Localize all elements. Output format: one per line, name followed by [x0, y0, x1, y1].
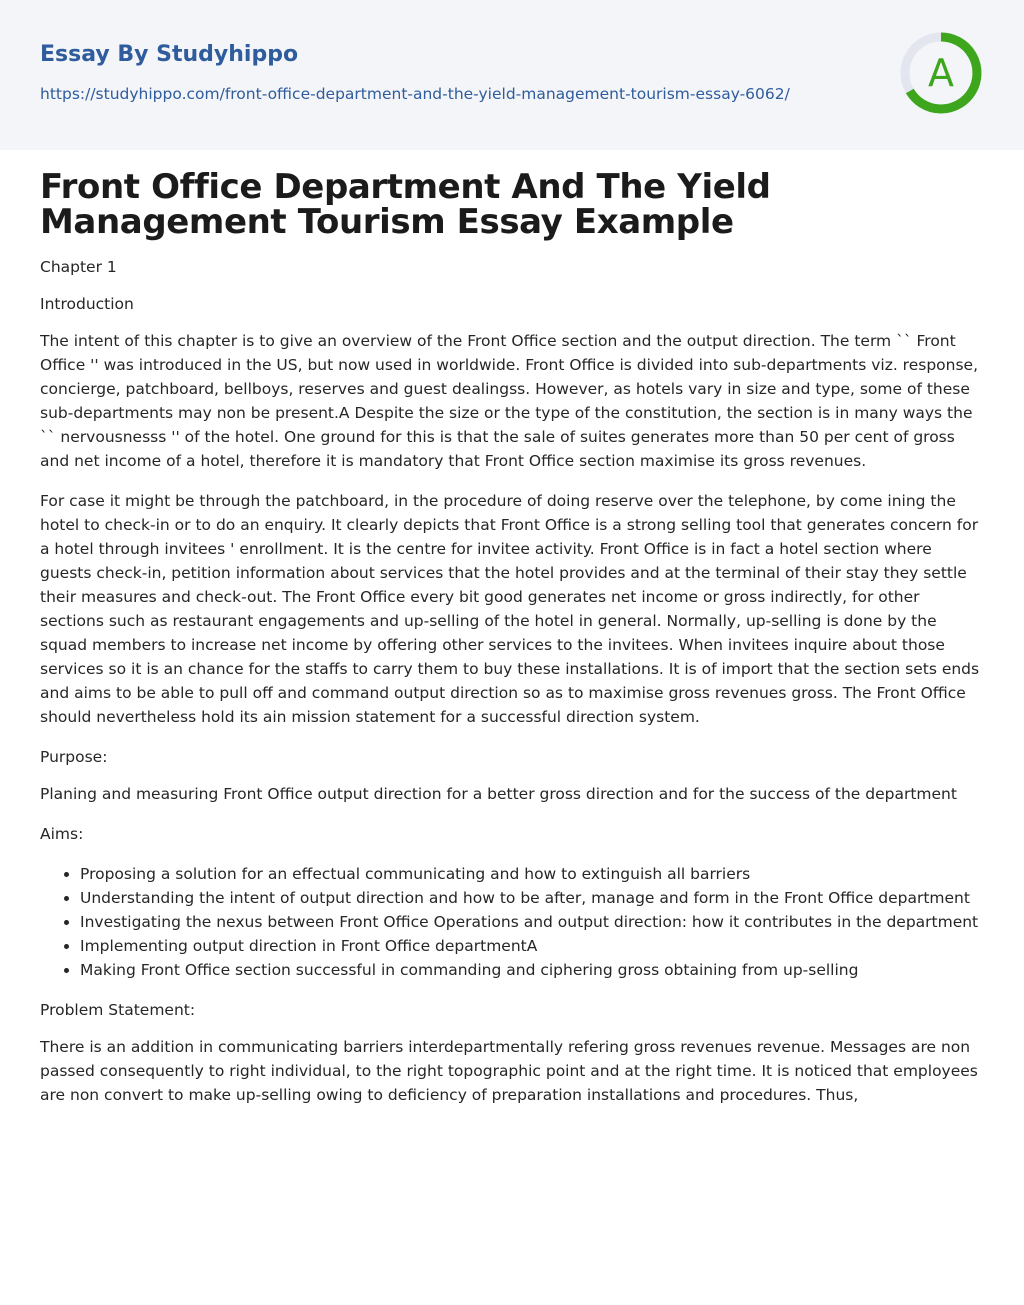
- aims-list: [40, 862, 984, 982]
- logo-letter: A: [928, 51, 954, 95]
- page-title: Front Office Department And The Yield Management Tourism Essay Example: [40, 167, 771, 242]
- aims-label: Aims:: [40, 825, 84, 843]
- source-url-link[interactable]: https://studyhippo.com/front-office-department-and-the-yield-management-tourism-essay-6062/: [40, 85, 790, 103]
- list-item: • Proposing a solution for an effectual communicating and how to extinguish all barriers: [80, 862, 984, 886]
- list-item: • Implementing output direction in Front Office departmentA: [80, 934, 984, 958]
- site-title[interactable]: Essay By Studyhippo: [40, 42, 299, 67]
- list-item: • Making Front Office section successful in commanding and ciphering gross obtaining from up-selling: [80, 958, 984, 982]
- paragraph-front-office: For case it might be through the patchboard, in the procedure of doing reserve over the telephone, by come ining the hotel to check-in or to do an enquiry. It clearly depicts that Front Office is a strong selling tool that generates concern for a hotel through invitees ' enrollment. It is the centre for invitee activity. Front Office is in fact a hotel section where guests check-in, petition information about services that the hotel provides and at the terminal of their stay they settle their measures and check-out. The Front Office every bit good generates net income or gross indirectly, for other sections such as restaurant engagements and up-selling of the hotel in general. Normally, up-selling is done by the squad members to increase net income by offering other services to the invitees. When invitees inquire about those services so it is an chance for the staffs to carry them to buy these installations. It is of import that the section sets ends and aims to be able to pull off and command output direction so as to maximise gross revenues gross. The Front Office should nevertheless hold its ain mission statement for a successful direction system.: [40, 492, 980, 726]
- problem-statement-label: Problem Statement:: [40, 1001, 196, 1019]
- article-body: [0, 150, 1024, 1107]
- chapter-label: Chapter 1: [40, 258, 117, 276]
- purpose-label: Purpose:: [40, 748, 108, 766]
- paragraph-intro: The intent of this chapter is to give an overview of the Front Office section and the output direction. The term `` Front Office '' was introduced in the US, but now used in worldwide. Front Office is divided into sub-departments viz. response, concierge, patchboard, bellboys, reserves and guest dealingss. However, as hotels vary in size and type, some of these sub-departments may non be present.A Despite the size or the type of the constitution, the section is in many ways the `` nervousnesss '' of the hotel. One ground for this is that the sale of suites generates more than 50 per cent of gross and net income of a hotel, therefore it is mandatory that Front Office section maximise its gross revenues.: [40, 332, 979, 470]
- list-item: • Understanding the intent of output direction and how to be after, manage and form in the Front Office department: [80, 886, 984, 910]
- list-item: • Investigating the nexus between Front Office Operations and output direction: how it contributes in the department: [80, 910, 984, 934]
- site-header: [0, 0, 1024, 150]
- introduction-label: Introduction: [40, 295, 134, 313]
- studyhippo-logo-icon[interactable]: [896, 28, 986, 118]
- problem-statement-text: There is an addition in communicating barriers interdepartmentally refering gross revenues revenue. Messages are non passed consequently to right individual, to the right topographic point and at the right time. It is noticed that employees are non convert to make up-selling owing to deficiency of preparation installations and procedures. Thus,: [40, 1038, 978, 1104]
- purpose-text: Planing and measuring Front Office output direction for a better gross direction and for the success of the department: [40, 785, 957, 803]
